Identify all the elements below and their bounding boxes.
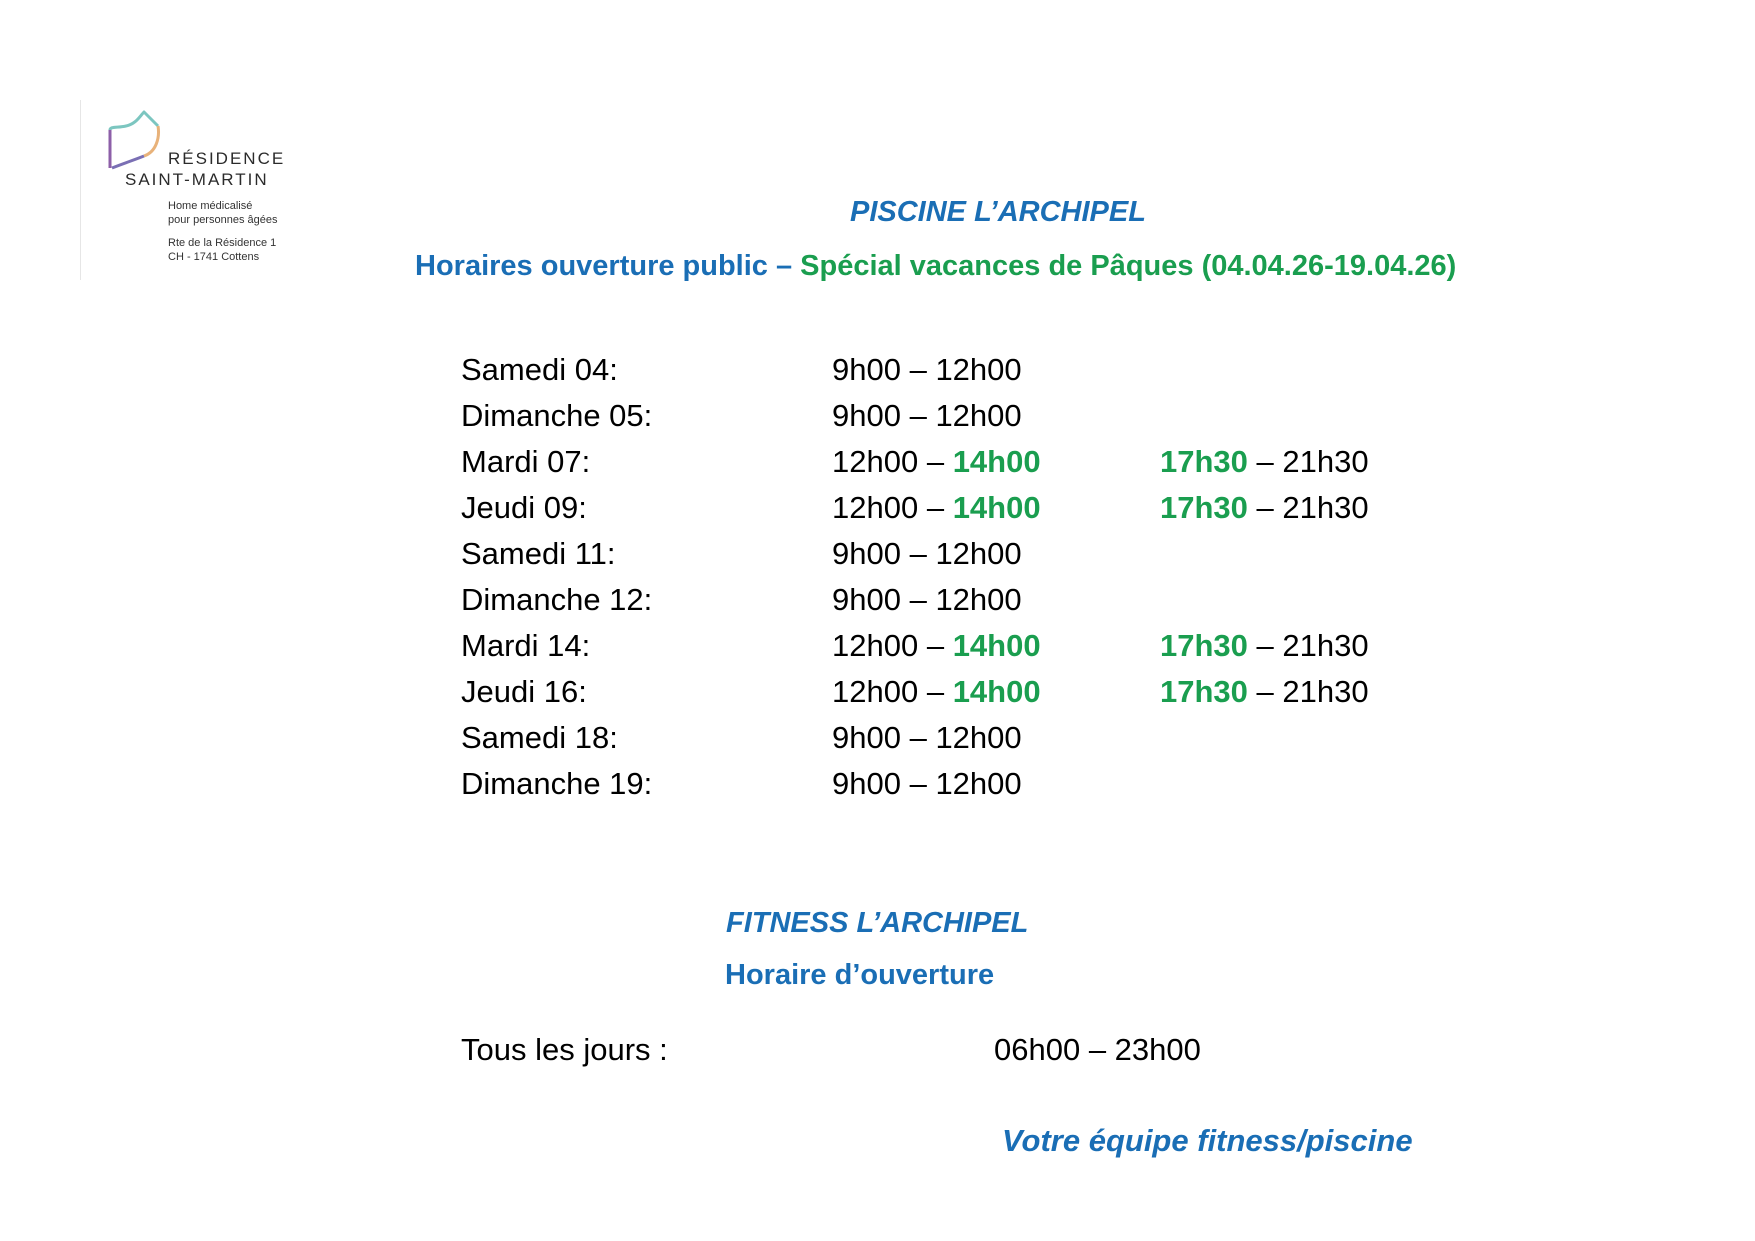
- fitness-title: FITNESS L’ARCHIPEL: [726, 907, 1029, 939]
- schedule-row: [461, 766, 1561, 812]
- slot1: 9h00 – 12h00: [832, 398, 1022, 433]
- schedule-day: Jeudi 09:: [461, 490, 587, 525]
- schedule-row: [461, 490, 1561, 536]
- slot1: 9h00 – 12h00: [832, 536, 1022, 571]
- signature: Votre équipe fitness/piscine: [1002, 1123, 1413, 1158]
- slot1: 9h00 – 12h00: [832, 766, 1022, 801]
- schedule-row: [461, 582, 1561, 628]
- tagline-line1: Home médicalisé: [168, 200, 253, 212]
- schedule-row: [461, 628, 1561, 674]
- schedule-row: [461, 720, 1561, 766]
- schedule-row: [461, 674, 1561, 720]
- schedule-day: Dimanche 12:: [461, 582, 653, 617]
- schedule-day: Mardi 07:: [461, 444, 591, 479]
- slot2: 17h30 – 21h30: [1160, 490, 1369, 525]
- address-line2: CH - 1741 Cottens: [168, 251, 260, 263]
- piscine-subtitle: [415, 250, 1456, 283]
- schedule-day: Dimanche 05:: [461, 398, 653, 433]
- slot1: 12h00 – 14h00: [832, 444, 1041, 479]
- slot2: 17h30 – 21h30: [1160, 628, 1369, 663]
- fitness-subtitle: Horaire d’ouverture: [725, 959, 995, 991]
- brand-name-line1: RÉSIDENCE: [168, 149, 286, 168]
- logo-divider: [80, 100, 81, 280]
- brand-name-line2: SAINT-MARTIN: [125, 170, 269, 189]
- slot1: 12h00 – 14h00: [832, 490, 1041, 525]
- slot1: 9h00 – 12h00: [832, 352, 1022, 387]
- residence-logo-icon: [100, 108, 170, 178]
- slot2: 17h30 – 21h30: [1160, 444, 1369, 479]
- tagline-line2: pour personnes âgées: [168, 214, 278, 226]
- schedule-row: [461, 444, 1561, 490]
- piscine-schedule: [461, 352, 1561, 822]
- slot2: 17h30 – 21h30: [1160, 674, 1369, 709]
- piscine-title: PISCINE L’ARCHIPEL: [850, 196, 1146, 228]
- schedule-day: Samedi 18:: [461, 720, 618, 755]
- schedule-row: [461, 536, 1561, 582]
- schedule-day: Samedi 04:: [461, 352, 618, 387]
- logo-block: [80, 100, 320, 280]
- slot1: 12h00 – 14h00: [832, 674, 1041, 709]
- schedule-day: Dimanche 19:: [461, 766, 653, 801]
- subtitle-public-hours: Horaires ouverture public –: [415, 250, 801, 282]
- slot1: 12h00 – 14h00: [832, 628, 1041, 663]
- slot1: 9h00 – 12h00: [832, 582, 1022, 617]
- schedule-day: Samedi 11:: [461, 536, 616, 571]
- schedule-row: [461, 352, 1561, 398]
- schedule-day: Mardi 14:: [461, 628, 591, 663]
- fitness-day-label: Tous les jours :: [461, 1032, 668, 1067]
- slot1: 9h00 – 12h00: [832, 720, 1022, 755]
- address-line1: Rte de la Résidence 1: [168, 237, 277, 249]
- schedule-row: [461, 398, 1561, 444]
- fitness-hours: 06h00 – 23h00: [994, 1032, 1201, 1067]
- subtitle-easter-special: Spécial vacances de Pâques (04.04.26-19.04.26): [800, 250, 1457, 282]
- schedule-day: Jeudi 16:: [461, 674, 587, 709]
